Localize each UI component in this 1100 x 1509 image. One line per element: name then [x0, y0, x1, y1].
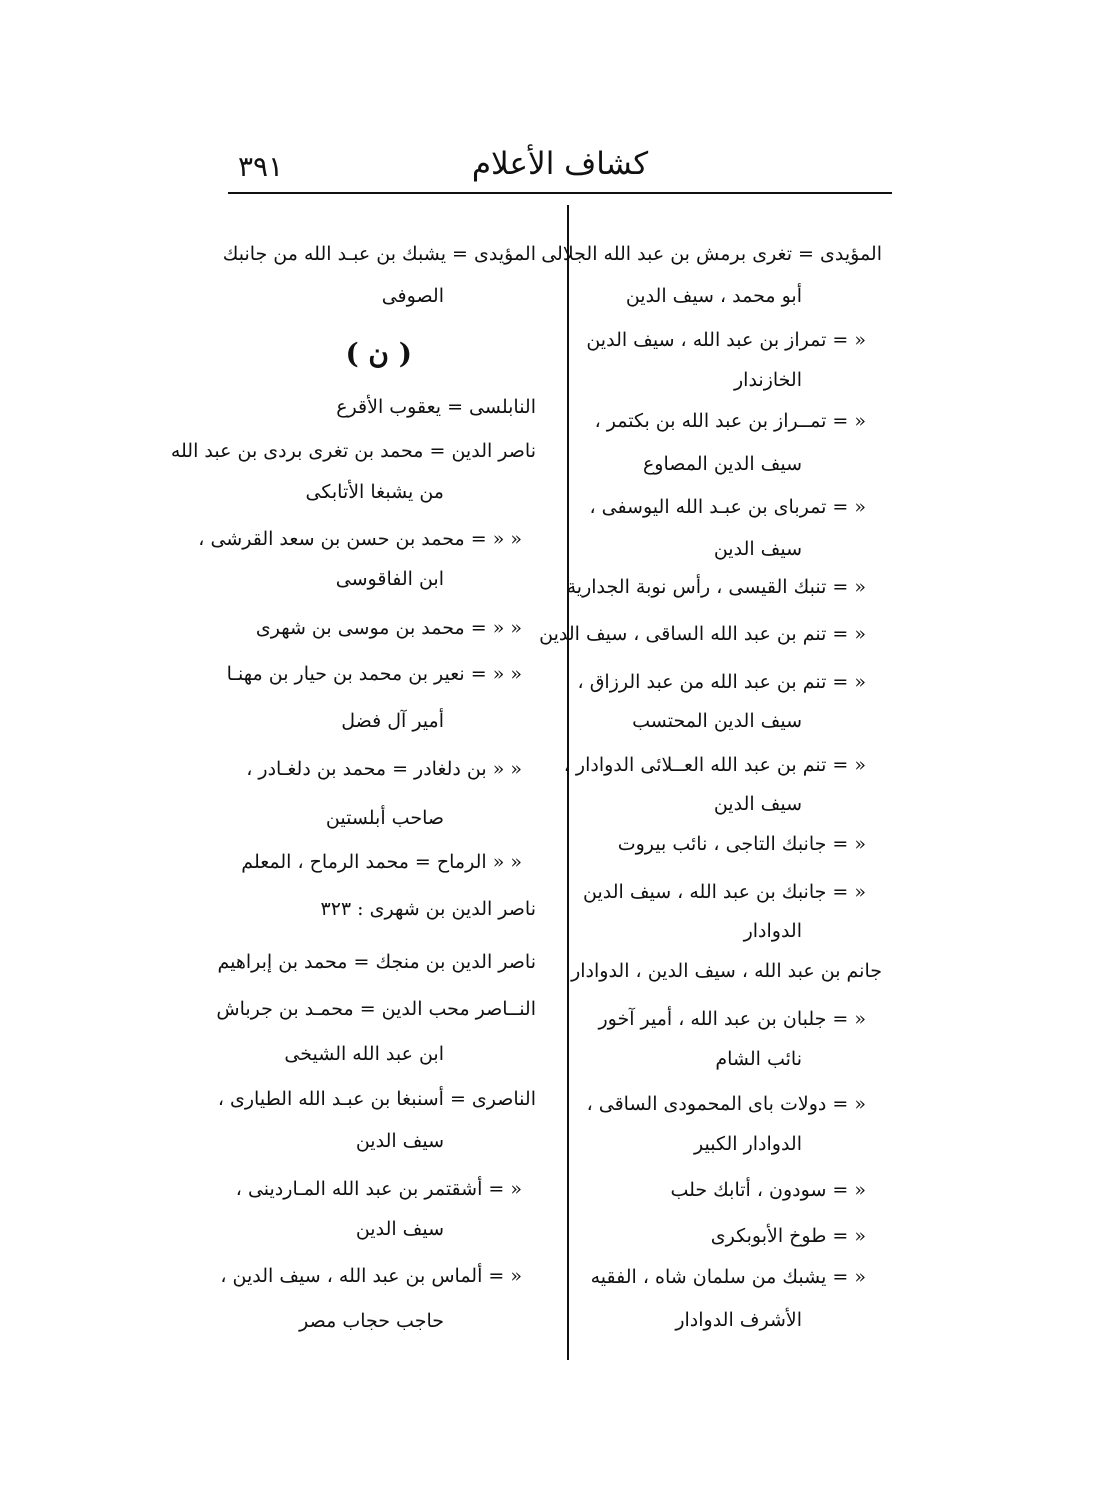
index-entry: « « بن دلغادر = محمد بن دلغـادر ، — [246, 758, 522, 780]
index-entry: « = دولات باى المحمودى الساقى ، — [586, 1093, 866, 1115]
index-entry-continuation: صاحب أبلستين — [325, 807, 444, 829]
index-entry: ناصر الدين بن شهرى : ٣٢٣ — [320, 898, 536, 920]
index-entry-continuation: ابن عبد الله الشيخى — [284, 1043, 444, 1065]
index-entry: « = سودون ، أتابك حلب — [670, 1179, 866, 1201]
section-letter: ( ن ) — [345, 337, 412, 370]
index-entry-continuation: من يشبغا الأتابكى — [305, 481, 444, 503]
index-entry-continuation: حاجب حجاب مصر — [299, 1310, 444, 1332]
index-entry: « = يشبك من سلمان شاه ، الفقيه — [590, 1266, 866, 1288]
index-entry-continuation: سيف الدين — [355, 1130, 444, 1152]
index-entry: « « = محمد بن حسن بن سعد القرشى ، — [198, 528, 522, 550]
index-entry: النابلسى = يعقوب الأقرع — [336, 396, 536, 418]
index-entry: « = تنم بن عبد الله من عبد الرزاق ، — [577, 671, 866, 693]
index-entry: « = جانبك بن عبد الله ، سيف الدين — [582, 881, 866, 903]
index-entry: الناصرى = أسنبغا بن عبـد الله الطيارى ، — [217, 1088, 536, 1110]
index-entry: « = تنم بن عبد الله الساقى ، سيف الدين — [539, 623, 866, 645]
index-entry: « = تمــراز بن عبد الله بن بكتمر ، — [594, 410, 866, 432]
index-entry-continuation: الدوادار — [743, 920, 802, 942]
index-entry-continuation: سيف الدين — [713, 538, 802, 560]
index-entry-continuation: الصوفى — [381, 285, 444, 307]
column-divider — [567, 205, 569, 1360]
index-entry-continuation: نائب الشام — [715, 1048, 802, 1070]
index-entry: « = تمرباى بن عبـد الله اليوسفى ، — [589, 496, 866, 518]
index-entry: « « = نعير بن محمد بن حيار بن مهنـا — [226, 663, 522, 685]
index-entry-continuation: سيف الدين — [355, 1218, 444, 1240]
index-entry: « = أشقتمر بن عبد الله المـاردينى ، — [235, 1178, 522, 1200]
index-entry: النــاصر محب الدين = محمـد بن جرباش — [216, 998, 536, 1020]
index-entry: « = جانبك التاجى ، نائب بيروت — [617, 833, 866, 855]
index-entry: المؤيدى = تغرى برمش بن عبد الله الجلالى — [541, 243, 882, 265]
index-entry-continuation: سيف الدين المحتسب — [632, 710, 802, 732]
index-entry-continuation: أبو محمد ، سيف الدين — [625, 285, 802, 307]
index-entry: ناصر الدين = محمد بن تغرى بردى بن عبد الله — [170, 440, 536, 462]
header-rule — [228, 192, 892, 194]
index-entry: جانم بن عبد الله ، سيف الدين ، الدوادار — [571, 960, 882, 982]
index-entry-continuation: أمير آل فضل — [341, 710, 444, 732]
index-entry: « = تمراز بن عبد الله ، سيف الدين — [586, 329, 866, 351]
index-entry: « = طوخ الأبوبكرى — [710, 1225, 866, 1247]
index-entry: « « = محمد بن موسى بن شهرى — [255, 617, 522, 639]
index-entry-continuation: الدوادار الكبير — [694, 1133, 802, 1155]
index-entry: ناصر الدين بن منجك = محمد بن إبراهيم — [217, 951, 536, 973]
index-entry: « « الرماح = محمد الرماح ، المعلم — [241, 851, 522, 873]
index-entry-continuation: سيف الدين — [713, 793, 802, 815]
page-number: ٣٩١ — [238, 150, 284, 183]
running-title: كشاف الأعلام — [471, 146, 649, 182]
index-entry: المؤيدى = يشبك بن عبـد الله من جانبك — [222, 243, 536, 265]
index-entry-continuation: الأشرف الدوادار — [675, 1309, 802, 1331]
index-entry-continuation: الخازندار — [733, 369, 802, 391]
index-entry: « = ألماس بن عبد الله ، سيف الدين ، — [220, 1265, 522, 1287]
index-entry: « = تنم بن عبد الله العــلائى الدوادار ، — [563, 754, 866, 776]
index-entry: « = جلبان بن عبد الله ، أمير آخور — [598, 1008, 866, 1030]
index-entry-continuation: ابن الفاقوسى — [335, 568, 444, 590]
index-entry: « = تنبك القيسى ، رأس نوبة الجدارية — [566, 576, 866, 598]
index-entry-continuation: سيف الدين المصاوع — [642, 453, 802, 475]
